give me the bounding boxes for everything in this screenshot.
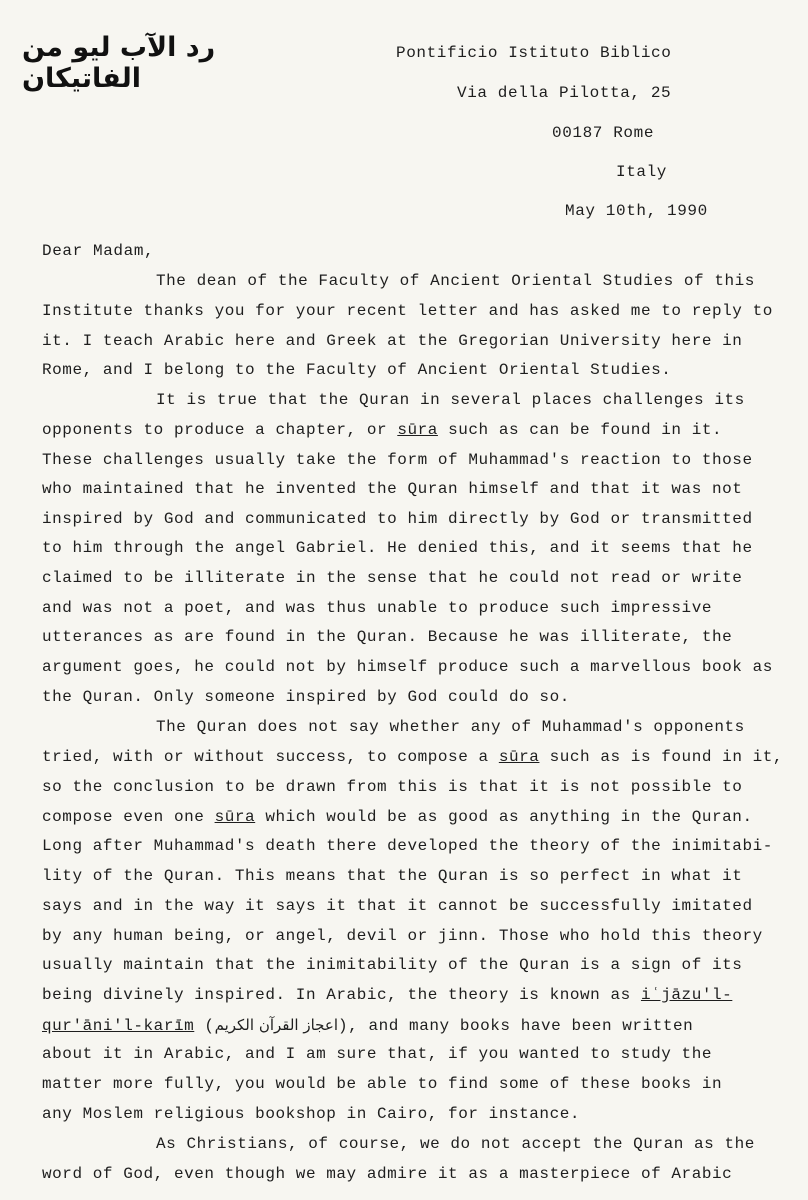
body-line: Institute thanks you for your recent letter and has asked me to reply to <box>42 302 773 320</box>
body-line: As Christians, of course, we do not accept the Quran as the <box>156 1135 755 1153</box>
body-line: qur'āni'l-karīm (اعجاز القرآن الكريم), and many books have been written <box>42 1016 694 1035</box>
term-sura: sūra <box>397 421 438 439</box>
body-line: by any human being, or angel, devil or jinn. Those who hold this theory <box>42 927 763 945</box>
body-line: The Quran does not say whether any of Muhammad's opponents <box>156 718 745 736</box>
term-sura: sūra <box>214 808 256 826</box>
body-line: These challenges usually take the form of Muhammad's reaction to those <box>42 451 753 469</box>
body-line: Long after Muhammad's death there developed the theory of the inimitabi- <box>42 837 773 855</box>
body-line: opponents to produce a chapter, or sūra such as can be found in it. <box>42 421 723 439</box>
body-line: utterances as are found in the Quran. Because he was illiterate, the <box>42 628 733 646</box>
body-line: any Moslem religious bookshop in Cairo, for instance. <box>42 1105 581 1123</box>
arabic-title: رد الآب ليو من الفاتيكان <box>22 32 216 94</box>
body-line: claimed to be illiterate in the sense that he could not read or write <box>42 569 743 587</box>
body-line: so the conclusion to be drawn from this is that it is not possible to <box>42 778 743 796</box>
body-line: matter more fully, you would be able to find some of these books in <box>42 1075 723 1093</box>
body-line: word of God, even though we may admire it as a masterpiece of Arabic <box>42 1165 733 1183</box>
body-line: argument goes, he could not by himself produce such a marvellous book as <box>42 658 773 676</box>
address-institute: Pontificio Istituto Biblico <box>396 44 672 62</box>
salutation: Dear Madam, <box>42 242 155 260</box>
body-line: It is true that the Quran in several places challenges its <box>156 391 745 409</box>
address-street: Via della Pilotta, 25 <box>457 84 672 102</box>
term-ijaz: iʿjāzu'l- <box>640 986 733 1004</box>
body-line: Rome, and I belong to the Faculty of Ancient Oriental Studies. <box>42 361 672 379</box>
term-sura: sūra <box>498 748 540 766</box>
address-country: Italy <box>616 163 668 181</box>
letter-date: May 10th, 1990 <box>565 202 708 220</box>
body-line: about it in Arabic, and I am sure that, if you wanted to study the <box>42 1045 713 1063</box>
body-line: inspired by God and communicated to him directly by God or transmitted <box>42 510 753 528</box>
body-line: compose even one sūra which would be as good as anything in the Quran. <box>42 808 753 826</box>
body-line: who maintained that he invented the Quran himself and that it was not <box>42 480 743 498</box>
body-line: usually maintain that the inimitability of the Quran is a sign of its <box>42 956 743 974</box>
body-line: tried, with or without success, to compose a sūra such as is found in it, <box>42 748 784 766</box>
body-line: The dean of the Faculty of Ancient Oriental Studies of this <box>156 272 755 290</box>
body-line: and was not a poet, and was thus unable to produce such impressive <box>42 599 713 617</box>
body-line: it. I teach Arabic here and Greek at the Gregorian University here in <box>42 332 743 350</box>
body-line: to him through the angel Gabriel. He denied this, and it seems that he <box>42 539 753 557</box>
arabic-inline-term: اعجاز القرآن الكريم <box>214 1016 338 1034</box>
body-line: being divinely inspired. In Arabic, the theory is known as iʿjāzu'l- <box>42 986 733 1004</box>
body-line: the Quran. Only someone inspired by God could do so. <box>42 688 570 706</box>
term-quran-karim: qur'āni'l-karīm <box>42 1017 195 1035</box>
body-line: lity of the Quran. This means that the Quran is so perfect in what it <box>42 867 743 885</box>
address-postcode-city: 00187 Rome <box>552 124 655 142</box>
body-line: says and in the way it says it that it cannot be successfully imitated <box>42 897 753 915</box>
